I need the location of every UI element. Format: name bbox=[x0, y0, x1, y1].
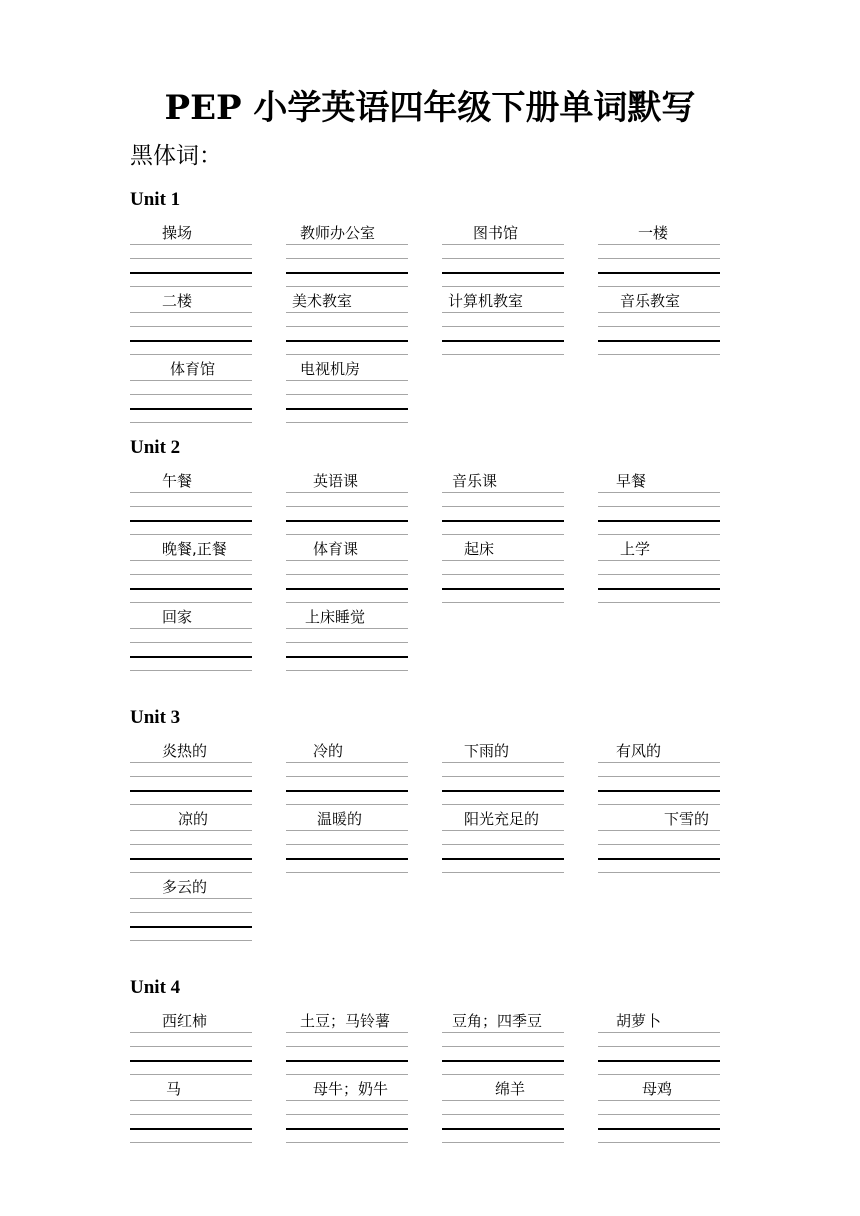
writing-line bbox=[598, 520, 720, 522]
writing-line bbox=[130, 588, 252, 590]
word-cell bbox=[286, 808, 408, 868]
chinese-word: 午餐 bbox=[162, 472, 193, 490]
writing-line bbox=[286, 656, 408, 658]
writing-line bbox=[598, 354, 720, 355]
word-cell bbox=[442, 808, 564, 868]
writing-line bbox=[286, 1046, 408, 1047]
writing-line bbox=[442, 858, 564, 860]
writing-line bbox=[286, 790, 408, 792]
word-cell bbox=[286, 1078, 408, 1138]
writing-line bbox=[286, 258, 408, 259]
writing-line bbox=[286, 394, 408, 395]
word-cell bbox=[286, 290, 408, 350]
word-cell bbox=[598, 290, 720, 350]
writing-line bbox=[286, 830, 408, 831]
writing-line bbox=[442, 492, 564, 493]
writing-line bbox=[442, 258, 564, 259]
writing-line bbox=[130, 830, 252, 831]
chinese-word: 凉的 bbox=[178, 810, 209, 828]
writing-line bbox=[286, 422, 408, 423]
writing-line bbox=[442, 244, 564, 245]
writing-line bbox=[130, 1114, 252, 1115]
chinese-word: 上床睡觉 bbox=[305, 608, 366, 626]
writing-line bbox=[286, 408, 408, 410]
writing-line bbox=[442, 272, 564, 274]
writing-line bbox=[598, 1142, 720, 1143]
writing-line bbox=[442, 1046, 564, 1047]
writing-line bbox=[130, 776, 252, 777]
writing-line bbox=[598, 1074, 720, 1075]
writing-line bbox=[598, 1060, 720, 1062]
writing-line bbox=[286, 560, 408, 561]
writing-line bbox=[442, 574, 564, 575]
writing-line bbox=[442, 354, 564, 355]
chinese-word: 一楼 bbox=[638, 224, 669, 242]
unit-title: Unit 4 bbox=[130, 977, 181, 998]
writing-line bbox=[442, 1142, 564, 1143]
chinese-word: 体育课 bbox=[313, 540, 359, 558]
page-title: PEP 小学英语四年级下册单词默写 bbox=[164, 88, 696, 128]
word-cell bbox=[442, 1010, 564, 1070]
chinese-word: 音乐教室 bbox=[620, 292, 681, 310]
word-cell bbox=[130, 606, 252, 666]
writing-line bbox=[130, 1060, 252, 1062]
writing-line bbox=[130, 492, 252, 493]
writing-line bbox=[286, 492, 408, 493]
writing-line bbox=[286, 642, 408, 643]
writing-line bbox=[598, 272, 720, 274]
writing-line bbox=[286, 628, 408, 629]
writing-line bbox=[130, 858, 252, 860]
chinese-word: 回家 bbox=[162, 608, 193, 626]
chinese-word: 阳光充足的 bbox=[464, 810, 540, 828]
unit-title: Unit 2 bbox=[130, 437, 181, 458]
writing-line bbox=[130, 804, 252, 805]
word-cell bbox=[442, 290, 564, 350]
writing-line bbox=[442, 286, 564, 287]
writing-line bbox=[598, 804, 720, 805]
chinese-word: 绵羊 bbox=[495, 1080, 526, 1098]
writing-line bbox=[130, 926, 252, 928]
writing-line bbox=[130, 844, 252, 845]
writing-line bbox=[286, 602, 408, 603]
writing-line bbox=[442, 762, 564, 763]
writing-line bbox=[130, 912, 252, 913]
writing-line bbox=[442, 1032, 564, 1033]
writing-line bbox=[442, 602, 564, 603]
writing-line bbox=[130, 560, 252, 561]
writing-line bbox=[286, 574, 408, 575]
word-cell bbox=[130, 1078, 252, 1138]
writing-line bbox=[598, 1128, 720, 1130]
writing-line bbox=[286, 1128, 408, 1130]
word-cell bbox=[130, 1010, 252, 1070]
chinese-word: 操场 bbox=[162, 224, 193, 242]
word-cell bbox=[286, 470, 408, 530]
writing-line bbox=[442, 588, 564, 590]
writing-line bbox=[286, 286, 408, 287]
writing-line bbox=[130, 642, 252, 643]
chinese-word: 下雨的 bbox=[464, 742, 510, 760]
word-cell bbox=[130, 222, 252, 282]
word-cell bbox=[286, 538, 408, 598]
writing-line bbox=[286, 872, 408, 873]
writing-line bbox=[286, 804, 408, 805]
word-cell bbox=[442, 470, 564, 530]
word-cell bbox=[130, 290, 252, 350]
chinese-word: 温暖的 bbox=[317, 810, 363, 828]
word-cell bbox=[442, 222, 564, 282]
chinese-word: 图书馆 bbox=[473, 224, 519, 242]
writing-line bbox=[598, 762, 720, 763]
writing-line bbox=[130, 602, 252, 603]
writing-line bbox=[598, 830, 720, 831]
chinese-word: 豆角；四季豆 bbox=[452, 1012, 543, 1030]
writing-line bbox=[130, 340, 252, 342]
chinese-word: 冷的 bbox=[313, 742, 344, 760]
chinese-word: 起床 bbox=[464, 540, 495, 558]
word-cell bbox=[286, 1010, 408, 1070]
writing-line bbox=[130, 898, 252, 899]
section-label: 黑体词： bbox=[130, 143, 222, 169]
writing-line bbox=[286, 312, 408, 313]
writing-line bbox=[130, 534, 252, 535]
writing-line bbox=[598, 340, 720, 342]
writing-line bbox=[442, 520, 564, 522]
writing-line bbox=[130, 408, 252, 410]
writing-line bbox=[442, 804, 564, 805]
word-cell bbox=[442, 1078, 564, 1138]
writing-line bbox=[286, 670, 408, 671]
writing-line bbox=[598, 506, 720, 507]
writing-line bbox=[286, 762, 408, 763]
writing-line bbox=[598, 258, 720, 259]
writing-line bbox=[286, 354, 408, 355]
word-cell bbox=[286, 606, 408, 666]
chinese-word: 音乐课 bbox=[452, 472, 498, 490]
writing-line bbox=[130, 790, 252, 792]
writing-line bbox=[442, 790, 564, 792]
chinese-word: 计算机教室 bbox=[448, 292, 524, 310]
writing-line bbox=[598, 534, 720, 535]
writing-line bbox=[598, 286, 720, 287]
word-cell bbox=[598, 740, 720, 800]
chinese-word: 体育馆 bbox=[170, 360, 216, 378]
writing-line bbox=[130, 520, 252, 522]
unit-title: Unit 1 bbox=[130, 189, 181, 210]
writing-line bbox=[130, 1074, 252, 1075]
chinese-word: 有风的 bbox=[616, 742, 662, 760]
writing-line bbox=[442, 326, 564, 327]
writing-line bbox=[442, 1074, 564, 1075]
word-cell bbox=[598, 538, 720, 598]
word-cell bbox=[130, 740, 252, 800]
writing-line bbox=[442, 844, 564, 845]
writing-line bbox=[130, 422, 252, 423]
writing-line bbox=[130, 506, 252, 507]
word-cell bbox=[130, 808, 252, 868]
writing-line bbox=[598, 326, 720, 327]
writing-line bbox=[598, 244, 720, 245]
writing-line bbox=[286, 1142, 408, 1143]
chinese-word: 马 bbox=[166, 1080, 182, 1098]
writing-line bbox=[130, 1142, 252, 1143]
writing-line bbox=[286, 1100, 408, 1101]
word-cell bbox=[130, 876, 252, 936]
writing-line bbox=[442, 830, 564, 831]
writing-line bbox=[442, 776, 564, 777]
writing-line bbox=[598, 776, 720, 777]
writing-line bbox=[286, 1032, 408, 1033]
unit-title: Unit 3 bbox=[130, 707, 181, 728]
writing-line bbox=[286, 1114, 408, 1115]
writing-line bbox=[130, 258, 252, 259]
chinese-word: 电视机房 bbox=[300, 360, 361, 378]
writing-line bbox=[442, 560, 564, 561]
writing-line bbox=[286, 272, 408, 274]
chinese-word: 二楼 bbox=[162, 292, 193, 310]
word-cell bbox=[598, 1078, 720, 1138]
word-cell bbox=[130, 538, 252, 598]
writing-line bbox=[442, 1128, 564, 1130]
writing-line bbox=[130, 1032, 252, 1033]
writing-line bbox=[286, 244, 408, 245]
writing-line bbox=[598, 1046, 720, 1047]
chinese-word: 美术教室 bbox=[292, 292, 353, 310]
writing-line bbox=[442, 872, 564, 873]
writing-line bbox=[286, 1060, 408, 1062]
chinese-word: 晚餐,正餐 bbox=[162, 540, 227, 558]
writing-line bbox=[286, 858, 408, 860]
writing-line bbox=[286, 1074, 408, 1075]
writing-line bbox=[130, 1128, 252, 1130]
writing-line bbox=[130, 326, 252, 327]
writing-line bbox=[130, 1100, 252, 1101]
writing-line bbox=[130, 574, 252, 575]
chinese-word: 上学 bbox=[620, 540, 651, 558]
writing-line bbox=[442, 534, 564, 535]
writing-line bbox=[130, 272, 252, 274]
writing-line bbox=[130, 312, 252, 313]
chinese-word: 教师办公室 bbox=[300, 224, 376, 242]
chinese-word: 土豆；马铃薯 bbox=[300, 1012, 391, 1030]
writing-line bbox=[130, 380, 252, 381]
writing-line bbox=[598, 1114, 720, 1115]
writing-line bbox=[130, 940, 252, 941]
chinese-word: 英语课 bbox=[313, 472, 359, 490]
writing-line bbox=[286, 380, 408, 381]
writing-line bbox=[130, 1046, 252, 1047]
word-cell bbox=[286, 740, 408, 800]
word-cell bbox=[598, 222, 720, 282]
writing-line bbox=[130, 354, 252, 355]
writing-line bbox=[598, 872, 720, 873]
word-cell bbox=[442, 538, 564, 598]
writing-line bbox=[598, 560, 720, 561]
writing-line bbox=[130, 656, 252, 658]
writing-line bbox=[286, 776, 408, 777]
word-cell bbox=[130, 470, 252, 530]
writing-line bbox=[442, 1114, 564, 1115]
writing-line bbox=[598, 312, 720, 313]
writing-line bbox=[286, 520, 408, 522]
writing-line bbox=[130, 394, 252, 395]
writing-line bbox=[130, 244, 252, 245]
chinese-word: 胡萝卜 bbox=[616, 1012, 662, 1030]
word-cell bbox=[130, 358, 252, 418]
writing-line bbox=[598, 790, 720, 792]
word-cell bbox=[286, 358, 408, 418]
writing-line bbox=[442, 1100, 564, 1101]
chinese-word: 早餐 bbox=[616, 472, 647, 490]
writing-line bbox=[286, 506, 408, 507]
writing-line bbox=[442, 1060, 564, 1062]
word-cell bbox=[442, 740, 564, 800]
writing-line bbox=[598, 574, 720, 575]
writing-line bbox=[598, 844, 720, 845]
writing-line bbox=[442, 506, 564, 507]
chinese-word: 母牛；奶牛 bbox=[313, 1080, 389, 1098]
writing-line bbox=[598, 1032, 720, 1033]
writing-line bbox=[286, 534, 408, 535]
writing-line bbox=[286, 844, 408, 845]
chinese-word: 母鸡 bbox=[642, 1080, 673, 1098]
writing-line bbox=[598, 588, 720, 590]
word-cell bbox=[598, 470, 720, 530]
writing-line bbox=[130, 762, 252, 763]
writing-line bbox=[598, 602, 720, 603]
word-cell bbox=[598, 1010, 720, 1070]
writing-line bbox=[598, 858, 720, 860]
writing-line bbox=[130, 286, 252, 287]
word-cell bbox=[598, 808, 720, 868]
writing-line bbox=[286, 326, 408, 327]
writing-line bbox=[130, 628, 252, 629]
word-cell bbox=[286, 222, 408, 282]
writing-line bbox=[598, 1100, 720, 1101]
chinese-word: 下雪的 bbox=[664, 810, 710, 828]
writing-line bbox=[598, 492, 720, 493]
writing-line bbox=[286, 340, 408, 342]
writing-line bbox=[130, 670, 252, 671]
writing-line bbox=[442, 312, 564, 313]
writing-line bbox=[286, 588, 408, 590]
writing-line bbox=[442, 340, 564, 342]
writing-line bbox=[130, 872, 252, 873]
chinese-word: 多云的 bbox=[162, 878, 208, 896]
chinese-word: 西红柿 bbox=[162, 1012, 208, 1030]
chinese-word: 炎热的 bbox=[162, 742, 208, 760]
